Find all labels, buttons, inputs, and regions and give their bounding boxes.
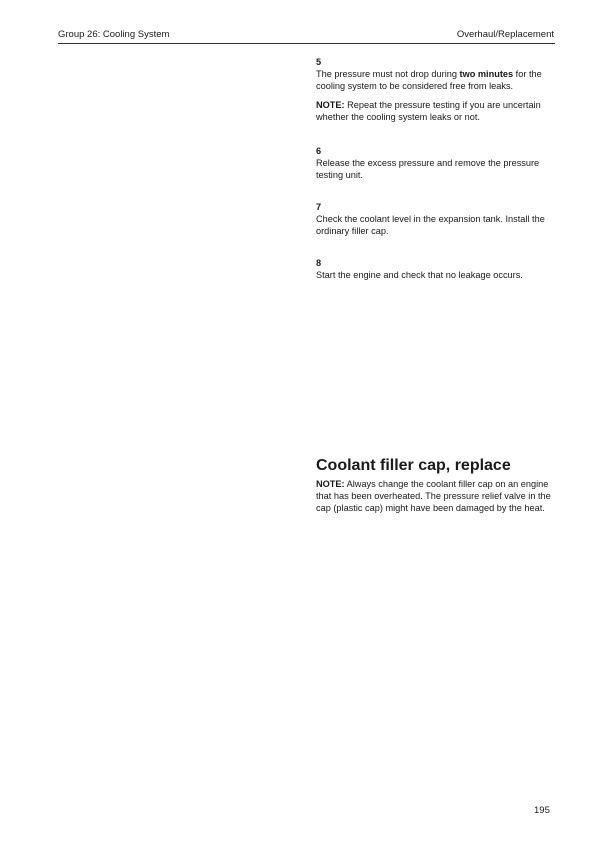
step-number: 7: [316, 202, 322, 212]
step-note: NOTE: Repeat the pressure testing if you are uncertain whether the cooling system leaks or not.: [316, 100, 541, 122]
step-6: [316, 145, 556, 181]
step-8: [316, 257, 556, 281]
section-heading: Coolant filler cap, replace: [316, 457, 511, 474]
header-chapter: Group 26: Cooling System: [58, 29, 170, 40]
step-text: The pressure must not drop during two minutes for the cooling system to be considered free from leaks.: [316, 69, 542, 91]
note-text: NOTE: Always change the coolant filler cap on an engine that has been overheated. The pressure relief valve in the cap (plastic cap) might have been damaged by the heat.: [316, 479, 551, 513]
page-header: [58, 29, 554, 43]
page-number: 195: [534, 805, 550, 816]
header-divider: [58, 43, 555, 44]
step-5: [316, 56, 556, 123]
step-number: 5: [316, 57, 322, 67]
step-text: Check the coolant level in the expansion tank. Install the ordinary filler cap.: [316, 214, 545, 236]
step-number: 8: [316, 258, 322, 268]
step-text: Release the excess pressure and remove the pressure testing unit.: [316, 158, 540, 180]
note-label: NOTE:: [316, 100, 345, 110]
note-label: NOTE:: [316, 479, 345, 489]
header-section: Overhaul/Replacement: [456, 29, 554, 40]
step-text: Start the engine and check that no leakage occurs.: [316, 270, 523, 280]
emphasis: two minutes: [459, 69, 514, 79]
step-number: 6: [316, 146, 322, 156]
section-note: [316, 478, 556, 514]
step-7: [316, 201, 556, 237]
